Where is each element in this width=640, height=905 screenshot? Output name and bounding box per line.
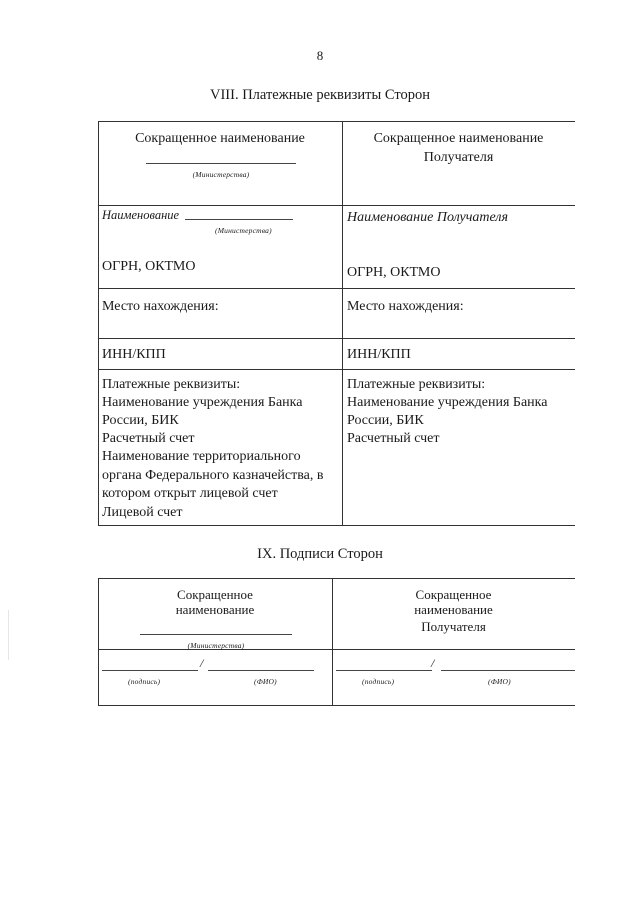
row-divider bbox=[98, 369, 575, 370]
payment-details-table bbox=[98, 121, 575, 526]
column-divider bbox=[342, 121, 343, 526]
row-divider bbox=[98, 338, 575, 339]
right-sig-slash: / bbox=[431, 656, 435, 670]
left-name-underline bbox=[185, 219, 293, 220]
table-border-top bbox=[98, 578, 575, 579]
left-ogrn: ОГРН, ОКТМО bbox=[102, 259, 196, 274]
left-sig-header-line1: Сокращенное bbox=[177, 587, 253, 602]
left-payment-line: Наименование территориального bbox=[102, 449, 301, 464]
section8-title: VIII. Платежные реквизиты Сторон bbox=[210, 87, 430, 103]
left-header-label: Сокращенное наименование bbox=[135, 131, 305, 146]
left-name-sub: (Министерства) bbox=[215, 226, 272, 235]
right-header-line1: Сокращенное наименование bbox=[373, 131, 544, 146]
left-sig-header-line2: наименование bbox=[175, 602, 255, 617]
right-sig-header-line2: наименование bbox=[414, 602, 493, 617]
table-border-bottom bbox=[98, 525, 575, 526]
left-payment-line: России, БИК bbox=[102, 413, 179, 428]
right-sig-header-line3: Получателя bbox=[421, 619, 486, 634]
page-number: 8 bbox=[316, 48, 324, 63]
table-border-top bbox=[98, 121, 575, 122]
row-divider bbox=[98, 205, 575, 206]
table-border-left bbox=[98, 121, 99, 526]
left-fio-line bbox=[208, 670, 314, 671]
right-payment-line: Наименование учреждения Банка bbox=[347, 395, 548, 410]
row-divider bbox=[98, 288, 575, 289]
left-inn: ИНН/КПП bbox=[102, 347, 166, 362]
left-header-sub: (Министерства) bbox=[192, 170, 250, 179]
left-sig-header-sub: (Министерства) bbox=[187, 641, 245, 650]
left-sig-slash: / bbox=[200, 656, 204, 670]
left-sig-label: (подпись) bbox=[128, 677, 161, 686]
right-fio-line bbox=[441, 670, 575, 671]
right-payment-line: Расчетный счет bbox=[347, 431, 440, 446]
left-payment-line: Платежные реквизиты: bbox=[102, 377, 241, 392]
left-name-label: Наименование bbox=[102, 208, 180, 222]
left-sig-header-underline bbox=[140, 634, 292, 635]
right-payment-line: России, БИК bbox=[347, 413, 424, 428]
table-border-bottom bbox=[98, 705, 575, 706]
left-payment-line: котором открыт лицевой счет bbox=[102, 486, 278, 501]
left-payment-line: Наименование учреждения Банка bbox=[102, 395, 303, 410]
left-payment-line: Расчетный счет bbox=[102, 431, 195, 446]
section9-title: IX. Подписи Сторон bbox=[257, 546, 383, 562]
right-header-line2: Получателя bbox=[423, 150, 494, 165]
right-sig-header-line1: Сокращенное bbox=[415, 587, 492, 602]
left-payment-line: органа Федерального казначейства, в bbox=[102, 468, 324, 483]
left-header-underline bbox=[146, 163, 296, 164]
right-name-label: Наименование Получателя bbox=[347, 210, 509, 225]
left-payment-line: Лицевой счет bbox=[102, 505, 183, 520]
right-ogrn: ОГРН, ОКТМО bbox=[347, 265, 441, 280]
left-fio-label: (ФИО) bbox=[254, 677, 277, 686]
signatures-table bbox=[98, 578, 575, 706]
right-sig-label: (подпись) bbox=[362, 677, 395, 686]
right-signature-line bbox=[336, 670, 432, 671]
left-location: Место нахождения: bbox=[102, 299, 219, 314]
right-payment-line: Платежные реквизиты: bbox=[347, 377, 486, 392]
margin-mark bbox=[8, 610, 9, 660]
right-fio-label: (ФИО) bbox=[488, 677, 511, 686]
right-inn: ИНН/КПП bbox=[347, 347, 411, 362]
right-location: Место нахождения: bbox=[347, 299, 464, 314]
left-signature-line bbox=[102, 670, 198, 671]
